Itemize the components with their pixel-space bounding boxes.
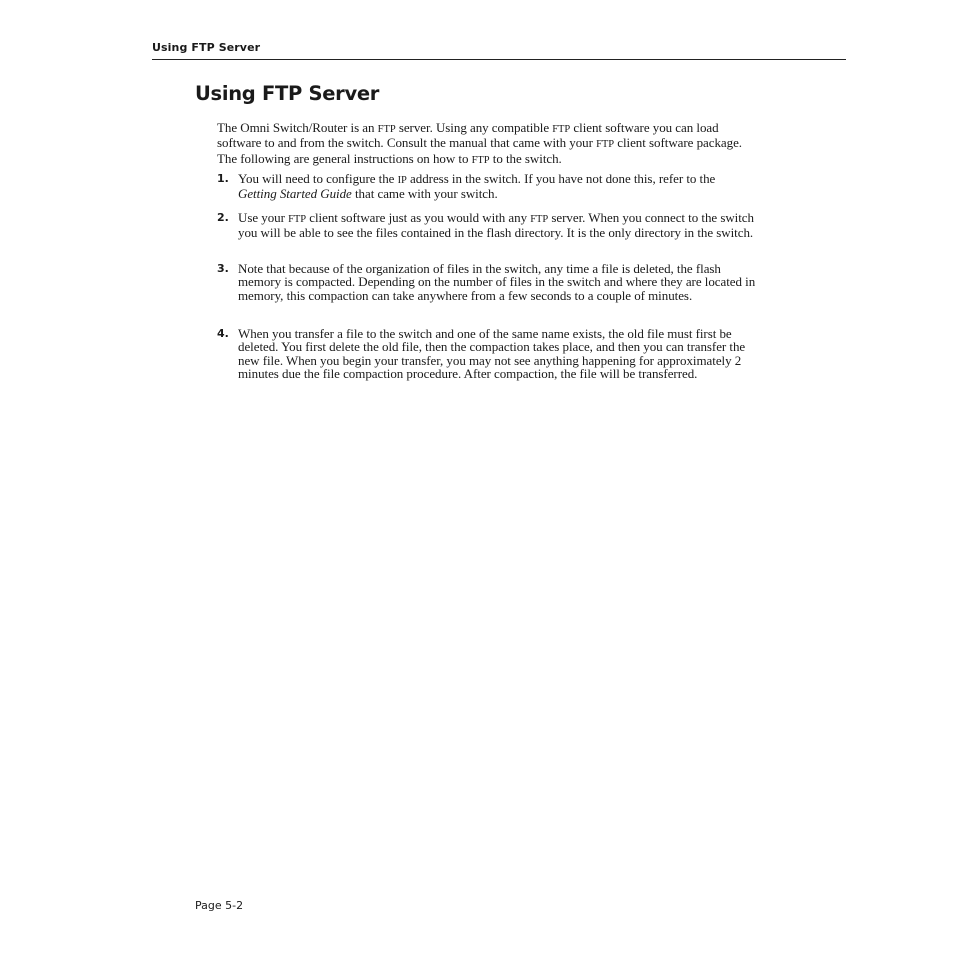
step-text: When you transfer a file to the switch and one of the same name exists, the old file must first be deleted. You first delete the old file, then the compaction takes place, and then you can transfer the new file. When you begin your transfer, you may not see anything happening for approximately 2 minutes due the file compaction procedure. After compaction, the file will be transferred. [238, 326, 746, 381]
step-item [217, 262, 757, 302]
step-1-text-1: You will need to configure the [238, 171, 398, 186]
step-1-text-2: address in the switch. If you have not done this, refer to the [406, 171, 716, 186]
step-1-ip: IP [397, 175, 407, 186]
step-number: 2. [217, 211, 229, 224]
step-2-text-3: server. When you connect to the switch you will be able to see the files contained in the flash directory. It is the only directory in the switch. [238, 210, 754, 241]
intro-ftp-3: FTP [596, 139, 615, 151]
step-text [238, 211, 757, 240]
intro-ftp-2: FTP [552, 124, 571, 135]
step-number: 3. [217, 262, 229, 275]
intro-ftp-4: FTP [471, 154, 490, 166]
guide-title: Getting Started Guide [238, 186, 352, 202]
intro-text-2: server. Using any compatible [395, 120, 553, 135]
step-number: 4. [217, 327, 229, 340]
step-item [217, 211, 757, 240]
intro-ftp-1: FTP [377, 124, 396, 135]
step-1-text-3: that came with your switch. [351, 186, 498, 202]
step-2-text-1: Use your [238, 210, 289, 225]
intro-text-4: client software package. The following are general instructions on how to [217, 135, 743, 166]
step-2-ftp-1: FTP [288, 214, 307, 225]
intro-text-3: client software you can load software to and from the switch. Consult the manual that came with your [217, 120, 719, 151]
section-title: Using FTP Server [195, 82, 380, 105]
step-text: Note that because of the organization of files in the switch, any time a file is deleted, the flash memory is compacted. Depending on the number of files in the switch and where they are located in memory, this compaction can take anywhere from a few seconds to a couple of minutes. [238, 261, 756, 303]
intro-text-1: The Omni Switch/Router is an [217, 120, 378, 135]
step-text [238, 172, 757, 201]
step-item [217, 327, 757, 380]
intro-text-5: to the switch. [489, 150, 562, 166]
page-number: Page 5-2 [195, 899, 244, 912]
step-item [217, 172, 757, 201]
running-header: Using FTP Server [152, 41, 261, 54]
intro-paragraph [217, 121, 757, 167]
header-rule [152, 59, 846, 60]
step-number: 1. [217, 172, 229, 185]
step-2-text-2: client software just as you would with any [306, 210, 531, 225]
step-2-ftp-2: FTP [530, 214, 549, 225]
